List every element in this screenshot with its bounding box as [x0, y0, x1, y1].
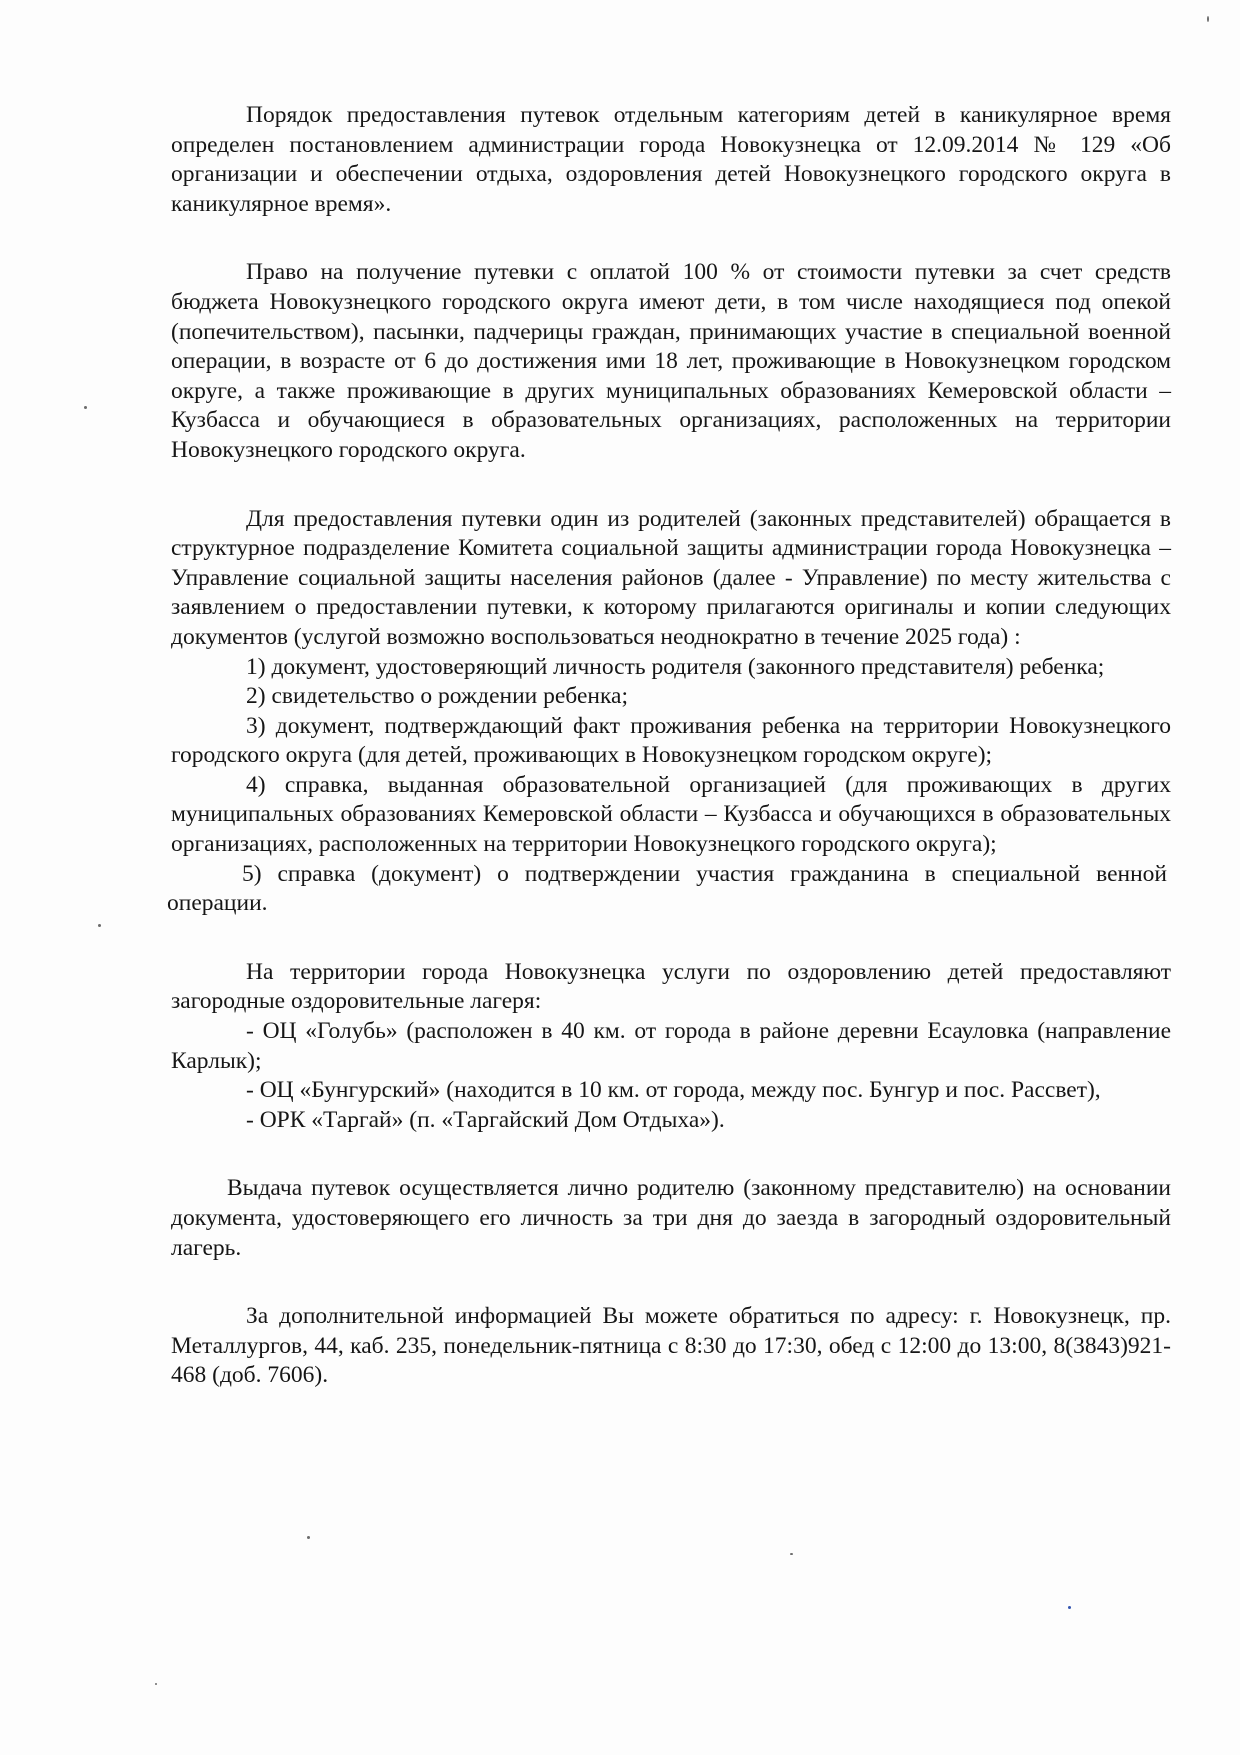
document-item-2: 2) свидетельство о рождении ребенка;: [246, 683, 628, 710]
contact-lead: За дополнительной информацией Вы можете обратиться по адресу: г. Новокузнецк, пр. Металлургов, 44, каб. 235, понедельник-пятница с 8:30 до 17:30, обед с 12:00 до 13:00,: [171, 1303, 1171, 1359]
document-item-1: 1) документ, удостоверяющий личность родителя (законного представителя) ребенка;: [246, 653, 1105, 680]
camp-item-bungursky: - ОЦ «Бунгурский» (находится в 10 км. от города, между пос. Бунгур и пос. Рассвет),: [246, 1077, 1101, 1104]
document-body: [167, 101, 1171, 1391]
paragraph-right: Право на получение путевки с оплатой 100 % от стоимости путевки за счет средств бюджета Новокузнецкого городского округа имеют дети, в том числе находящиеся под опекой (попечительством), пасынки, падчерицы граждан, принимающих участие в специальной военной операции, в возрасте от 6 до достижения ими 18 лет, проживающие в Новокузнецком городском округе, а также проживающие в других муниципальных образованиях Кемеровской области – Кузбасса и обучающиеся в образовательных организациях, расположенных на территории Новокузнецкого городского округа.: [171, 259, 1171, 463]
paragraph-contact: [171, 1302, 1171, 1391]
scan-speck: [84, 406, 87, 409]
scan-speck: [307, 1536, 310, 1539]
paragraph-apply: Для предоставления путевки один из родителей (законных представителей) обращается в структурное подразделение Комитета социальной защиты администрации города Новокузнецка – Управление социальной защиты населения районов (далее - Управление) по месту жительства с заявлением о предоставлении путевки, к которому прилагаются оригиналы и копии следующих документов (услугой возможно воспользоваться неоднократно в течение 2025 года) :: [171, 505, 1171, 650]
scan-speck: [98, 924, 101, 927]
scan-speck: [790, 1553, 793, 1555]
document-item-5: 5) справка (документ) о подтверждении участия гражданина в специальной венной операции.: [167, 860, 1167, 917]
paragraph-order: Порядок предоставления путевок отдельным категориям детей в каникулярное время определен постановлением администрации города Новокузнецка от 12.09.2014 № 129 «Об организации и обеспечении отдыха, оздоровления детей Новокузнецкого городского округа в каникулярное время».: [171, 102, 1171, 217]
paragraph-camps-intro: На территории города Новокузнецка услуги по оздоровлению детей предоставляют загородные оздоровительные лагеря:: [171, 958, 1171, 1015]
camp-item-targay: - ОРК «Таргай» (п. «Таргайский Дом Отдыха»).: [246, 1106, 725, 1133]
scan-speck: [1068, 1606, 1071, 1609]
document-item-3: 3) документ, подтверждающий факт проживания ребенка на территории Новокузнецкого городского округа (для детей, проживающих в Новокузнецком городском округе);: [171, 712, 1171, 769]
paragraph-issuance: Выдача путевок осуществляется лично родителю (законному представителю) на основании документа, удостоверяющего его личность за три дня до заезда в загородный оздоровительный лагерь.: [171, 1175, 1171, 1261]
camp-item-golub: - ОЦ «Голубь» (расположен в 40 км. от города в районе деревни Есауловка (направление Карлык);: [171, 1018, 1171, 1074]
scan-speck: [1207, 16, 1209, 22]
document-item-4: 4) справка, выданная образовательной организацией (для проживающих в других муниципальных образованиях Кемеровской области – Кузбасса и обучающихся в образовательных организациях, расположенных на территории Новокузнецкого городского округа);: [171, 771, 1171, 858]
scan-speck: [155, 1683, 157, 1685]
contact-phone: 8(3843)921-468 (доб. 7606).: [171, 1332, 1171, 1389]
